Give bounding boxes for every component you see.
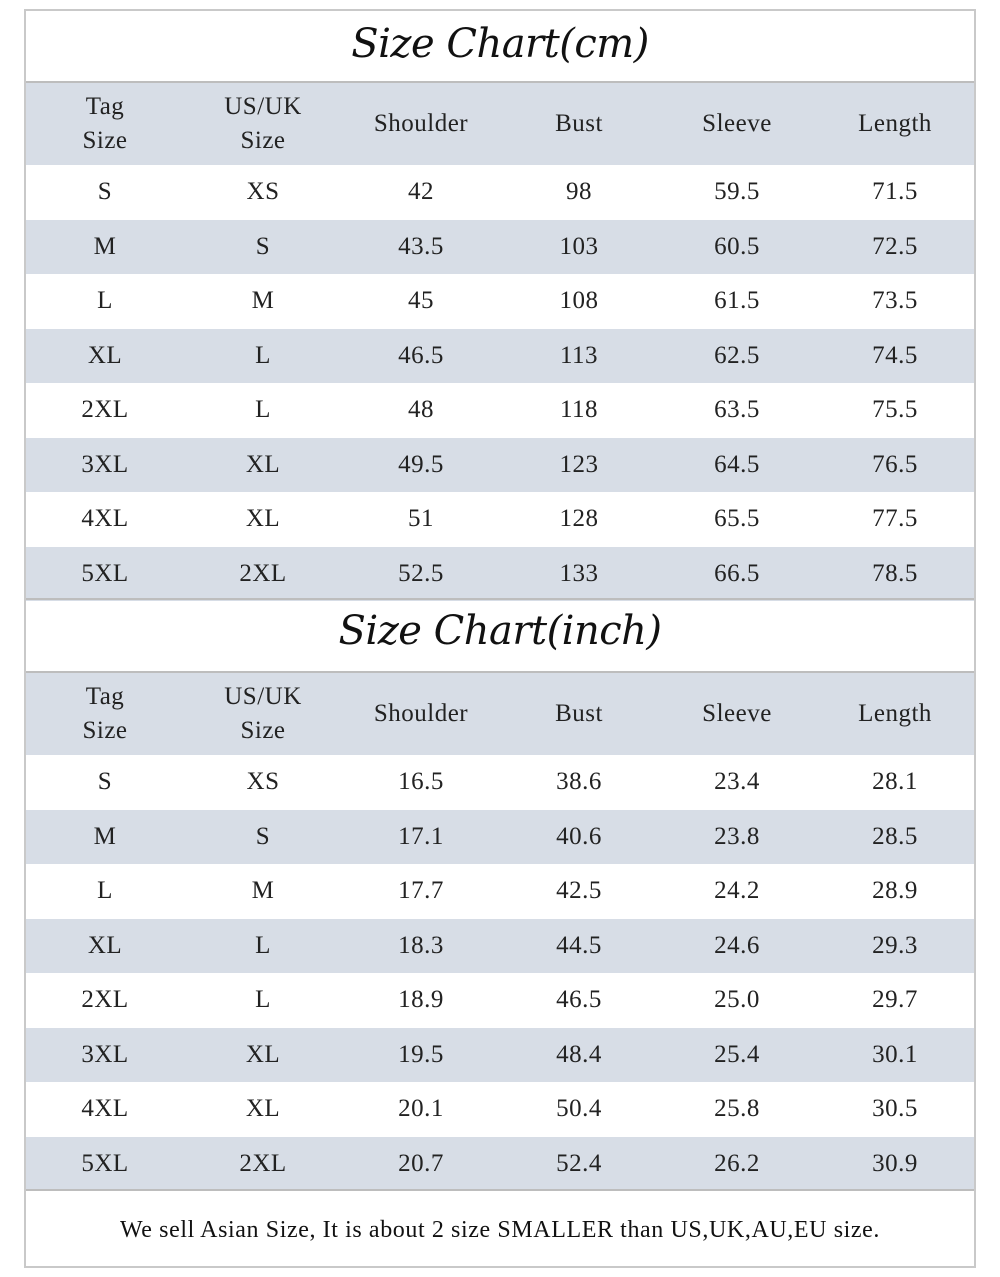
table-cell: 30.5 [872,1095,918,1123]
table-row [26,274,974,329]
table-cell: 25.4 [714,1040,760,1068]
table-cell: 77.5 [872,505,918,533]
table-cell: S [97,178,113,206]
column-header-text: Sleeve [702,110,772,138]
table-cell: 2XL [81,986,129,1014]
column-header-text: Length [858,700,932,728]
table-cell: 66.5 [714,559,760,587]
column-header-text: Tag [85,93,125,121]
table-row [26,438,974,493]
divider [26,598,974,600]
table-cell: 28.1 [872,768,918,796]
column-header [184,83,342,165]
table-cell: 17.1 [398,822,444,850]
table-cell: 29.7 [872,986,918,1014]
table-cell: 25.8 [714,1095,760,1123]
table-cell: 26.2 [714,1149,760,1177]
column-header [342,673,500,755]
column-header [816,83,974,165]
table-cell: 64.5 [714,450,760,478]
table-cell: 2XL [239,559,287,587]
column-header-text: US/UK [224,93,302,121]
table-cell: 19.5 [398,1040,444,1068]
table-row [26,383,974,438]
column-header-text: Size [82,127,128,154]
asian-size-note: We sell Asian Size, It is about 2 size SMALLER than US,UK,AU,EU size. [119,1217,881,1243]
table-cell: 38.6 [556,768,602,796]
column-header-text: Bust [555,700,603,728]
table-cell: 43.5 [398,232,444,260]
table-cell: 29.3 [872,931,918,959]
table-cell: XS [246,768,280,796]
table-cell: 50.4 [556,1095,602,1123]
column-header-text: Length [858,110,932,138]
table-cell: 25.0 [714,986,760,1014]
table-cell: XL [245,450,281,478]
table-cell: 3XL [81,1040,129,1068]
table-cell: 18.3 [398,931,444,959]
table-cell: XL [245,1040,281,1068]
table-cell: S [255,232,271,260]
column-header-text: Size [240,717,286,744]
table-header-row [26,673,974,755]
table-cell: 60.5 [714,232,760,260]
table-cell: 62.5 [714,341,760,369]
column-header [342,83,500,165]
cm-size-table [26,83,974,601]
table-cell: 42 [408,178,434,206]
table-row [26,1082,974,1137]
table-cell: 74.5 [872,341,918,369]
table-cell: 20.1 [398,1095,444,1123]
table-row [26,864,974,919]
table-row [26,492,974,547]
column-header [184,673,342,755]
table-cell: 123 [559,450,599,478]
table-cell: 46.5 [556,986,602,1014]
table-cell: 76.5 [872,450,918,478]
table-cell: 108 [559,287,599,315]
table-cell: 24.6 [714,931,760,959]
table-cell: M [93,232,117,260]
table-cell: L [255,931,271,959]
table-cell: 52.4 [556,1149,602,1177]
table-cell: S [255,822,271,850]
table-cell: 73.5 [872,287,918,315]
table-cell: 46.5 [398,341,444,369]
column-header [816,673,974,755]
table-cell: 48.4 [556,1040,602,1068]
table-cell: L [97,877,113,905]
inch-size-table [26,673,974,1191]
table-cell: 20.7 [398,1149,444,1177]
column-header-text: Tag [85,683,125,711]
table-row [26,973,974,1028]
column-header [658,83,816,165]
table-cell: 103 [559,232,599,260]
column-header [658,673,816,755]
column-header [500,83,658,165]
table-cell: 59.5 [714,178,760,206]
table-cell: M [251,287,275,315]
table-cell: 4XL [81,505,129,533]
column-header-text: Size [82,717,128,744]
table-cell: L [255,341,271,369]
table-cell: L [255,396,271,424]
table-cell: 16.5 [398,768,444,796]
table-cell: 128 [559,505,599,533]
table-row [26,165,974,220]
column-header-text: Shoulder [373,110,469,138]
table-cell: 48 [408,396,434,424]
column-header [500,673,658,755]
table-cell: 28.5 [872,822,918,850]
table-cell: S [97,768,113,796]
table-cell: 44.5 [556,931,602,959]
table-cell: 52.5 [398,559,444,587]
table-cell: XL [245,505,281,533]
inch-chart-title: Size Chart(inch) [338,608,662,654]
table-cell: 5XL [81,1149,129,1177]
table-cell: 118 [559,396,599,424]
table-cell: 72.5 [872,232,918,260]
table-row [26,1028,974,1083]
table-cell: 40.6 [556,822,602,850]
table-cell: 61.5 [714,287,760,315]
table-cell: 49.5 [398,450,444,478]
table-cell: 28.9 [872,877,918,905]
table-row [26,547,974,602]
table-cell: 24.2 [714,877,760,905]
table-cell: 98 [566,178,592,206]
table-row [26,220,974,275]
column-header-text: Size [240,127,286,154]
table-cell: M [93,822,117,850]
table-cell: L [255,986,271,1014]
divider [26,1189,974,1191]
table-cell: 78.5 [872,559,918,587]
table-cell: 30.9 [872,1149,918,1177]
table-cell: XL [87,341,123,369]
table-cell: 2XL [239,1149,287,1177]
table-cell: 113 [559,341,599,369]
table-row [26,919,974,974]
size-chart-frame [24,9,976,1268]
table-cell: 63.5 [714,396,760,424]
cm-chart-title: Size Chart(cm) [351,21,649,67]
table-cell: 65.5 [714,505,760,533]
table-cell: 3XL [81,450,129,478]
table-row [26,1137,974,1192]
column-header [26,673,184,755]
table-cell: L [97,287,113,315]
table-cell: 133 [559,559,599,587]
column-header-text: Shoulder [373,700,469,728]
table-cell: M [251,877,275,905]
table-cell: 30.1 [872,1040,918,1068]
column-header-text: Sleeve [702,700,772,728]
table-cell: 18.9 [398,986,444,1014]
column-header-text: Bust [555,110,603,138]
table-cell: 2XL [81,396,129,424]
table-cell: 42.5 [556,877,602,905]
table-cell: 45 [408,287,434,315]
table-cell: XL [245,1095,281,1123]
table-cell: XS [246,178,280,206]
column-header-text: US/UK [224,683,302,711]
table-row [26,810,974,865]
table-cell: 4XL [81,1095,129,1123]
table-cell: 23.4 [714,768,760,796]
table-cell: XL [87,931,123,959]
table-header-row [26,83,974,165]
table-cell: 17.7 [398,877,444,905]
table-cell: 51 [408,505,434,533]
column-header [26,83,184,165]
table-cell: 23.8 [714,822,760,850]
table-cell: 5XL [81,559,129,587]
table-row [26,755,974,810]
table-cell: 75.5 [872,396,918,424]
table-cell: 71.5 [872,178,918,206]
table-row [26,329,974,384]
